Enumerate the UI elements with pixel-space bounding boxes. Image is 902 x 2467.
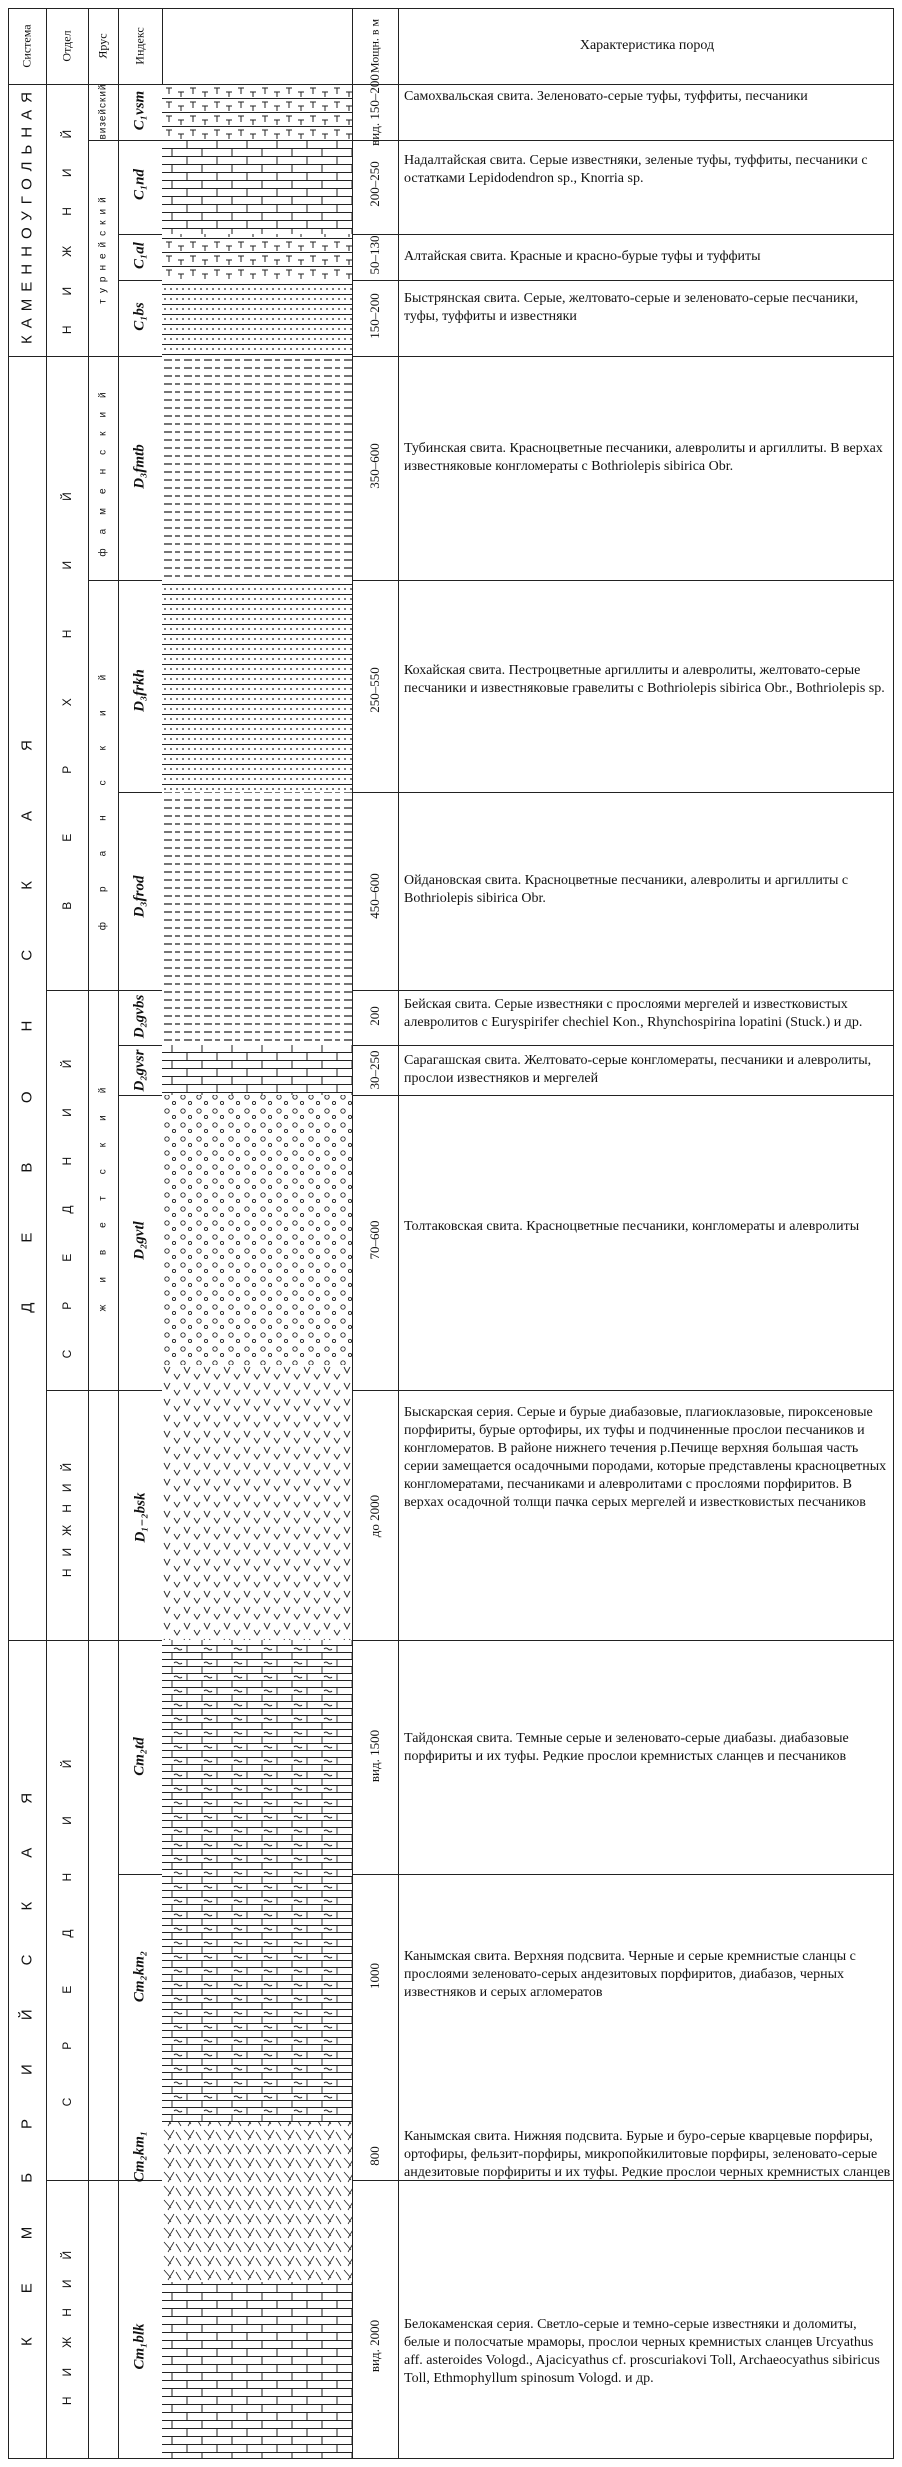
thickness-label: 150–200 xyxy=(367,293,382,339)
unit-description: Тубинская свита. Красноцветные песчаники, алевролиты и аргиллиты. В верхах известняковые конгломераты с Bothriolepis sibirica Obr. xyxy=(404,441,883,474)
lith-layer-sandstone xyxy=(162,792,352,1045)
system-boundary xyxy=(8,1640,893,1641)
lith-layer-sandstone xyxy=(162,280,352,356)
unit-description: Тайдонская свита. Темные серые и зеленовато-серые диабазы. диабазовые порфириты и их туфы. Редкие прослои кремнистых сланцев и песчаников xyxy=(404,1731,849,1764)
unit-description: Быскарская серия. Серые и бурые диабазовые, плагиоклазовые, пироксеновые порфириты, бурые ортофиры, их туфы и подчиненные прослои песчаников и конгломератов. В районе нижнего течения р.Печище верхняя большая часть серии замещается осадочными породами, которые представлены красноцветных конгломератами, песчаниками и алевролитами с прослоями порфиритов. В верхах осадочной толщи пачка серых мергелей и известковистых песчаников xyxy=(404,1405,887,1510)
lith-layer-siltstone xyxy=(162,356,352,580)
index-label: Cm₂km₂ xyxy=(131,1950,148,2003)
index-label: Cm₂td xyxy=(131,1737,148,1776)
lith-layer-diabase xyxy=(162,1640,352,1874)
col-divider xyxy=(398,8,399,2459)
lith-layer-porphyry xyxy=(162,2122,352,2282)
stage-label-frasnian: франский xyxy=(97,644,109,931)
col-divider xyxy=(118,8,119,2459)
thickness-label: до 2000 xyxy=(367,1494,382,1538)
index-label: D₃fmtb xyxy=(131,444,148,489)
lith-layer-variegated xyxy=(162,580,352,792)
header-system: Система xyxy=(19,24,34,68)
department-label-middle-cambrian: СРЕДНИЙ xyxy=(60,1711,74,2107)
lith-layer-limestone xyxy=(162,140,352,234)
index-label: D₂gvsr xyxy=(131,1049,148,1092)
department-label-lower-cambrian: НИЖНИЙ xyxy=(60,2230,74,2406)
unit-description: Алтайская свита. Красные и красно-бурые туфы и туффиты xyxy=(404,249,761,264)
index-label: C₁nd xyxy=(131,168,148,201)
thickness-label: 800 xyxy=(367,2146,382,2166)
lith-layer-volcanic xyxy=(162,1365,352,1640)
system-label-devonian: ДЕВОНСКАЯ xyxy=(18,680,36,1313)
thickness-label: 350–600 xyxy=(367,443,382,489)
lith-layer-conglomerate xyxy=(162,1155,352,1365)
col-divider xyxy=(352,8,353,2459)
thickness-label: 1000 xyxy=(367,1963,382,1989)
header-thickness: Мощн. в м xyxy=(367,18,382,74)
stage-label-visean: визейский xyxy=(97,83,109,140)
stage-label-tournaisian: турнейский xyxy=(97,191,109,304)
index-label: C₁al xyxy=(131,242,148,269)
index-label: D₂gvbs xyxy=(131,994,148,1039)
lith-layer-conglomerate xyxy=(162,1095,352,1155)
lith-layer-tuff xyxy=(162,234,352,280)
thickness-label: 70–600 xyxy=(367,1220,382,1260)
thickness-label: 50–130 xyxy=(367,235,382,275)
thickness-label: 30–250 xyxy=(367,1050,382,1090)
unit-description: Ойдановская свита. Красноцветные песчаники, алевролиты и аргиллиты с Bothriolepis sibirica Obr. xyxy=(404,873,849,906)
lith-layer-limestone xyxy=(162,1045,352,1095)
index-label: D₃frod xyxy=(131,875,148,918)
thickness-label: 250–550 xyxy=(367,667,382,713)
lith-layer-siliceous-shale xyxy=(162,1874,352,2122)
header-description: Характеристика пород xyxy=(579,38,715,53)
unit-description: Сарагашская свита. Желтовато-серые конгломераты, песчаники и алевролиты, прослои известняков и мергелей xyxy=(404,1053,872,1086)
department-label-upper-devonian: ВЕРХНИЙ xyxy=(60,432,74,910)
index-label: Cm₂km₁ xyxy=(131,2130,148,2183)
lith-layer-tuff xyxy=(162,84,352,140)
system-label-cambrian: КЕМБРИЙСКАЯ xyxy=(18,1748,36,2347)
thickness-label: 200–250 xyxy=(367,161,382,207)
index-label: C₁vsm xyxy=(131,90,148,131)
col-divider xyxy=(88,8,89,2459)
index-label: D₂gvtl xyxy=(131,1221,148,1260)
thickness-label: 450–600 xyxy=(367,873,382,919)
unit-description: Бейская свита. Серые известняки с прослоями мергелей и известковистых алевролитов с Euryspirifer chechiel Kon., Rhynchospirina lopatini (Stuck.) и др. xyxy=(404,997,863,1030)
index-label: Cm₁blk xyxy=(131,2323,148,2370)
index-label: D₁₋₂bsk xyxy=(132,1492,149,1543)
system-label-carboniferous: КАМЕННОУГОЛЬНАЯ xyxy=(18,85,36,344)
stage-label-givetian: живетский xyxy=(97,1065,109,1312)
index-label: D₃frkh xyxy=(131,669,148,712)
thickness-label: 200 xyxy=(367,1006,382,1026)
unit-description: Толтаковская свита. Красноцветные песчаники, конгломераты и алевролиты xyxy=(404,1219,860,1234)
unit-description: Канымская свита. Верхняя подсвита. Черные и серые кремнистые сланцы с прослоями зеленовато-серых андезитовых порфиритов, диабазов, черных известняков и серых агломератов xyxy=(404,1949,856,2000)
lith-layer-limestone xyxy=(162,2282,352,2458)
frame-bottom xyxy=(8,2458,893,2459)
col-divider xyxy=(46,8,47,2459)
lithology-column xyxy=(162,84,352,2458)
index-label: C₁bs xyxy=(131,302,148,331)
thickness-label: вид. 150–200 xyxy=(367,74,382,146)
header-department: Отдел xyxy=(59,30,74,62)
unit-description: Надалтайская свита. Серые известняки, зеленые туфы, туффиты, песчаники с остатками Lepidodendron sp., Knorria sp. xyxy=(404,153,868,186)
unit-description: Белокаменская серия. Светло-серые и темно-серые известняки и доломиты, белые и полосчатые мраморы, прослои черных кремнистых сланцев Urcyathus aff. asteroides Vologd., Ajacicyathus cf. proscuriakovi Toll, Archaeocyathus sibiricus Toll, Ethmophyllum spinosum Vologd. и др. xyxy=(404,2317,880,2386)
thickness-label: вид. 1500 xyxy=(367,1729,382,1783)
unit-description: Самохвальская свита. Зеленовато-серые туфы, туффиты, песчаники xyxy=(404,89,808,104)
header-index: Индекс xyxy=(132,27,147,65)
thickness-label: вид. 2000 xyxy=(367,2319,382,2373)
department-label-lower-devonian: НИЖНИЙ xyxy=(60,1450,74,1578)
unit-description: Кохайская свита. Пестроцветные аргиллиты и алевролиты, желтовато-серые песчаники и известняковые гравелиты с Bothriolepis sibirica Obr., Bothriolepis sp. xyxy=(404,663,885,696)
department-label-lower-carboniferous: НИЖНИЙ xyxy=(60,99,74,335)
frame-right xyxy=(893,8,894,2459)
department-label-middle-devonian: СРЕДНИЙ xyxy=(60,1019,74,1359)
unit-description: Канымская свита. Нижняя подсвита. Бурые и буро-серые кварцевые порфиры, ортофиры, фельзит-порфиры, микропойкилитовые порфиры, зеленовато-серые андезитовые порфириты и их туфы. Редкие прослои черных кремнистых сланцев xyxy=(404,2129,891,2180)
frame-left xyxy=(8,8,9,2459)
stage-label-famennian: фаменский xyxy=(97,378,109,557)
unit-description: Быстрянская свита. Серые, желтовато-серые и зеленовато-серые песчаники, туфы, туффиты и известняки xyxy=(404,291,859,324)
header-stage: Ярус xyxy=(95,33,110,59)
